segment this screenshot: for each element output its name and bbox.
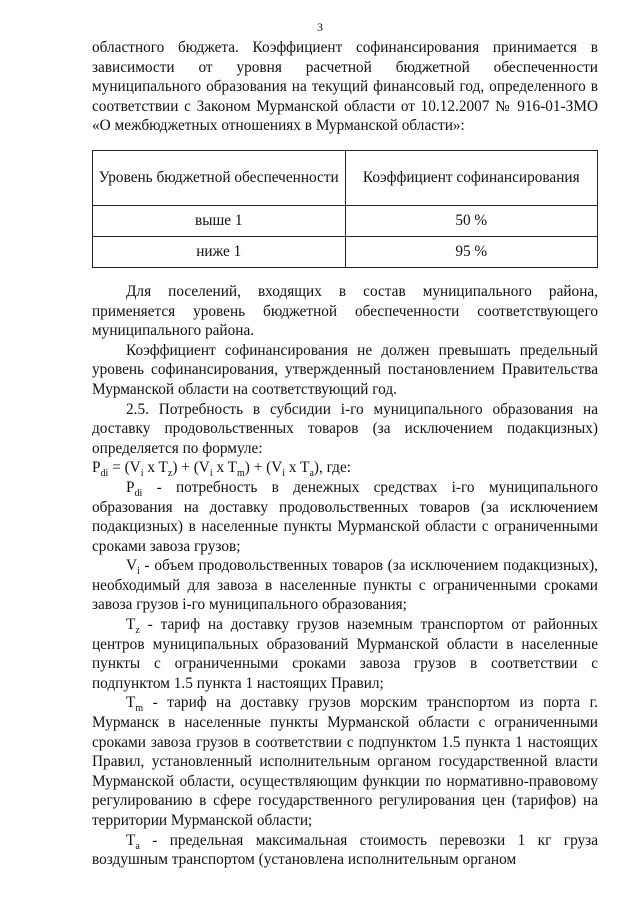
definition-subscript: m xyxy=(135,703,144,715)
table-cell: выше 1 xyxy=(93,205,346,236)
formula-sub: di xyxy=(100,468,109,480)
formula-sub: z xyxy=(167,468,173,480)
definition-subscript: z xyxy=(135,625,140,637)
table-cell: ниже 1 xyxy=(93,236,346,267)
table-cell: 50 % xyxy=(345,205,598,236)
formula-sub: a xyxy=(309,468,314,480)
page-number: 3 xyxy=(317,20,323,34)
formula-part: P xyxy=(92,459,101,477)
formula-sub: i xyxy=(140,468,144,480)
formula-part: ), где: xyxy=(313,459,351,477)
formula-part: x T xyxy=(285,459,310,477)
table-header-cell: Коэффициент софинансирования xyxy=(345,150,598,205)
table-header-row xyxy=(93,150,598,205)
cofinancing-table xyxy=(92,150,598,268)
definition-item xyxy=(92,478,598,556)
definition-symbol: P xyxy=(126,478,135,496)
definition-text: - предельная максимальная стоимость перевозки 1 кг груза воздушным транспортом (установлена исполнительным органом xyxy=(92,831,598,869)
definition-item xyxy=(92,693,598,830)
definition-item xyxy=(92,556,598,615)
definition-text: - тариф на доставку грузов морским транспортом из порта г. Мурманск в населенные пункты Мурманской области с ограниченными сроками завоза грузов в соответствии с подпунктом 1.5 пункта 1 настоящих Правил, установленный исполнительным органом государственной власти Мурманской области, осуществляющим функции по нормативно-правовому регулированию в сфере государственного регулирования цен (тарифов) на территории Мурманской области; xyxy=(92,694,598,829)
limit-paragraph: Коэффициент софинансирования не должен превышать предельный уровень софинансирования, утвержденный постановлением Правительства Мурманской области на соответствующий год. xyxy=(92,341,598,398)
table-row xyxy=(93,236,598,267)
definition-symbol: T xyxy=(126,694,136,712)
formula-part: x T xyxy=(143,459,168,477)
definition-subscript: i xyxy=(137,566,140,578)
definition-symbol: V xyxy=(126,557,138,575)
definition-item xyxy=(92,615,598,693)
definitions-list xyxy=(92,478,598,870)
formula xyxy=(92,458,598,478)
table-row xyxy=(93,205,598,236)
definition-text: - объем продовольственных товаров (за исключением подакцизных), необходимый для завоза в населенные пункты с ограниченными сроками завоза грузов i-го муниципального образования; xyxy=(92,557,598,614)
formula-part: ) + (V xyxy=(244,459,283,477)
definition-text: - потребность в денежных средствах i-го муниципального образования на доставку продовольственных товаров (за исключением подакцизных) в населенные пункты Мурманской области с ограниченными сроками завоза грузов; xyxy=(92,478,598,555)
definition-item xyxy=(92,831,598,870)
formula-part: = (V xyxy=(108,459,141,477)
definition-subscript: di xyxy=(134,487,143,499)
table-cell: 95 % xyxy=(345,236,598,267)
section-2-5-paragraph: 2.5. Потребность в субсидии i-го муниципального образования на доставку продовольственных товаров (за исключением подакцизных) определяется по формуле: xyxy=(92,400,598,457)
definition-symbol: T xyxy=(126,831,136,849)
definition-text: - тариф на доставку грузов наземным транспортом от районных центров муниципальных образований Мурманской области в населенные пункты с ограниченными сроками завоза грузов в соответствии с подпунктом 1.5 пункта 1 настоящих Правил; xyxy=(92,616,598,692)
formula-sub: m xyxy=(237,468,245,480)
document-body xyxy=(92,38,598,870)
formula-part: x T xyxy=(212,459,237,477)
formula-sub: i xyxy=(282,468,286,480)
definition-symbol: T xyxy=(126,616,136,634)
definition-subscript: a xyxy=(135,840,140,852)
formula-part: ) + (V xyxy=(172,459,210,477)
formula-sub: i xyxy=(209,468,213,480)
table-header-cell: Уровень бюджетной обеспеченности xyxy=(93,150,346,205)
intro-paragraph: областного бюджета. Коэффициент софинансирования принимается в зависимости от уровня расчетной бюджетной обеспеченности муниципального образования на текущий финансовый год, определенного в соответствии с Законом Мурманской области от 10.12.2007 № 916-01-ЗМО «О межбюджетных отношениях в Мурманской области»: xyxy=(92,39,598,135)
settlements-paragraph: Для поселений, входящих в состав муниципального района, применяется уровень бюджетной обеспеченности соответствующего муниципального района. xyxy=(92,282,598,340)
